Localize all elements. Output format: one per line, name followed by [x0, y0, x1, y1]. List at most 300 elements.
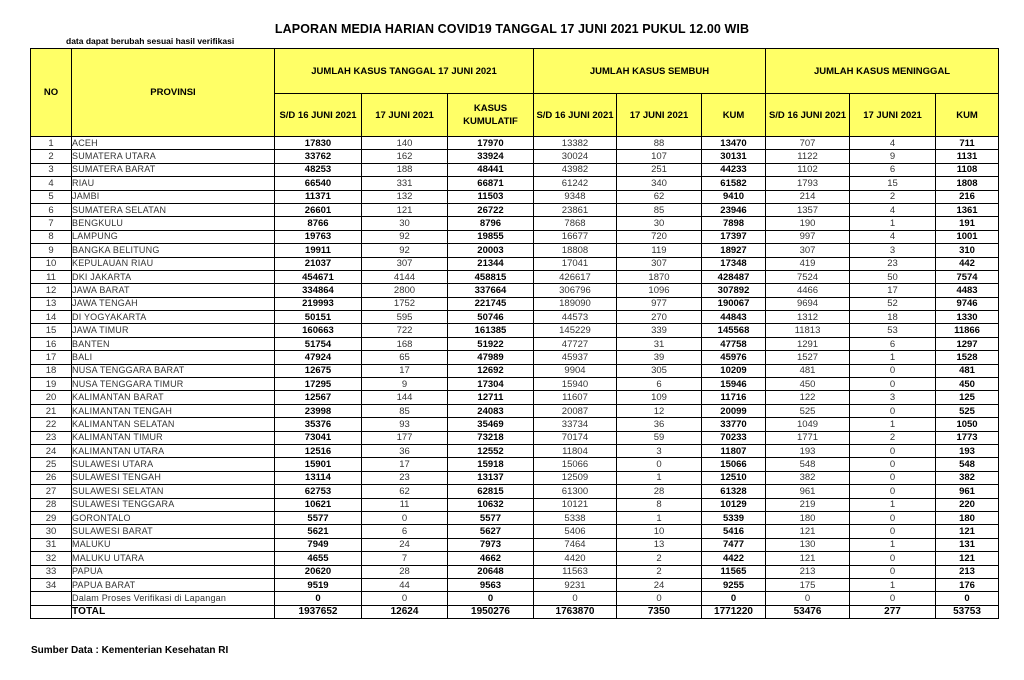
cell-sembuh-sd: 1763870	[534, 605, 617, 618]
cell-sembuh-kum: 17397	[702, 230, 766, 243]
cell-meninggal-kum: 180	[936, 511, 999, 524]
cell-kasus-today: 6	[362, 525, 448, 538]
table-row	[31, 578, 999, 591]
cell-meninggal-today: 3	[850, 244, 936, 257]
row-no	[31, 592, 72, 605]
cell-meninggal-today: 9	[850, 150, 936, 163]
row-no: 12	[31, 284, 72, 297]
row-provinsi: TOTAL	[72, 605, 275, 618]
cell-meninggal-kum: 310	[936, 244, 999, 257]
cell-kasus-sd: 0	[275, 592, 362, 605]
row-no: 22	[31, 418, 72, 431]
cell-kasus-sd: 12675	[275, 364, 362, 377]
cell-kasus-kum: 12711	[448, 391, 534, 404]
row-no: 17	[31, 351, 72, 364]
cell-sembuh-sd: 15066	[534, 458, 617, 471]
cell-meninggal-sd: 1771	[766, 431, 850, 444]
table-row	[31, 391, 999, 404]
cell-sembuh-kum: 61328	[702, 485, 766, 498]
cell-kasus-sd: 23998	[275, 404, 362, 417]
cell-meninggal-kum: 11866	[936, 324, 999, 337]
row-no: 33	[31, 565, 72, 578]
cell-kasus-kum: 66871	[448, 177, 534, 190]
table-row	[31, 378, 999, 391]
cell-sembuh-today: 720	[617, 230, 702, 243]
row-provinsi: Dalam Proses Verifikasi di Lapangan	[72, 592, 275, 605]
cell-kasus-kum: 337664	[448, 284, 534, 297]
cell-meninggal-today: 2	[850, 190, 936, 203]
cell-meninggal-kum: 1297	[936, 337, 999, 350]
cell-meninggal-today: 3	[850, 391, 936, 404]
cell-meninggal-sd: 193	[766, 444, 850, 457]
cell-kasus-today: 65	[362, 351, 448, 364]
cell-kasus-kum: 48441	[448, 163, 534, 176]
table-row	[31, 471, 999, 484]
cell-meninggal-kum: 176	[936, 578, 999, 591]
cell-meninggal-today: 6	[850, 337, 936, 350]
verification-note: data dapat berubah sesuai hasil verifikasi	[66, 36, 235, 46]
cell-meninggal-today: 1	[850, 351, 936, 364]
table-row	[31, 257, 999, 270]
cell-kasus-kum: 1950276	[448, 605, 534, 618]
row-provinsi: LAMPUNG	[72, 230, 275, 243]
cell-sembuh-kum: 145568	[702, 324, 766, 337]
row-no: 27	[31, 485, 72, 498]
cell-meninggal-today: 0	[850, 511, 936, 524]
cell-kasus-sd: 48253	[275, 163, 362, 176]
cell-kasus-today: 162	[362, 150, 448, 163]
cell-kasus-kum: 13137	[448, 471, 534, 484]
cell-kasus-kum: 12692	[448, 364, 534, 377]
cell-kasus-today: 85	[362, 404, 448, 417]
cell-sembuh-sd: 18808	[534, 244, 617, 257]
cell-kasus-sd: 15901	[275, 458, 362, 471]
cell-meninggal-sd: 382	[766, 471, 850, 484]
row-provinsi: BENGKULU	[72, 217, 275, 230]
row-no: 31	[31, 538, 72, 551]
table-row	[31, 203, 999, 216]
cell-kasus-sd: 219993	[275, 297, 362, 310]
cell-meninggal-today: 1	[850, 498, 936, 511]
row-no: 6	[31, 203, 72, 216]
cell-meninggal-today: 0	[850, 404, 936, 417]
row-provinsi: JAWA TIMUR	[72, 324, 275, 337]
row-no: 21	[31, 404, 72, 417]
cell-sembuh-today: 977	[617, 297, 702, 310]
cell-meninggal-sd: 525	[766, 404, 850, 417]
cell-meninggal-kum: 1528	[936, 351, 999, 364]
cell-kasus-today: 23	[362, 471, 448, 484]
row-provinsi: KALIMANTAN TIMUR	[72, 431, 275, 444]
cell-kasus-today: 168	[362, 337, 448, 350]
cell-kasus-kum: 33924	[448, 150, 534, 163]
total-row	[31, 605, 999, 618]
row-no: 25	[31, 458, 72, 471]
cell-meninggal-sd: 1122	[766, 150, 850, 163]
cell-meninggal-sd: 0	[766, 592, 850, 605]
cell-meninggal-kum: 382	[936, 471, 999, 484]
cell-sembuh-kum: 307892	[702, 284, 766, 297]
cell-meninggal-sd: 11813	[766, 324, 850, 337]
table-row	[31, 538, 999, 551]
row-no: 30	[31, 525, 72, 538]
cell-kasus-kum: 21344	[448, 257, 534, 270]
table-row	[31, 230, 999, 243]
cell-sembuh-sd: 61300	[534, 485, 617, 498]
cell-meninggal-sd: 707	[766, 137, 850, 150]
table-row	[31, 177, 999, 190]
row-no: 28	[31, 498, 72, 511]
cell-meninggal-sd: 450	[766, 378, 850, 391]
cell-meninggal-sd: 190	[766, 217, 850, 230]
table-row	[31, 485, 999, 498]
cell-kasus-sd: 17830	[275, 137, 362, 150]
row-no: 15	[31, 324, 72, 337]
source-footer: Sumber Data : Kementerian Kesehatan RI	[31, 645, 229, 656]
row-provinsi: NUSA TENGGARA TIMUR	[72, 378, 275, 391]
cell-sembuh-today: 28	[617, 485, 702, 498]
cell-kasus-today: 93	[362, 418, 448, 431]
cell-kasus-sd: 62753	[275, 485, 362, 498]
cell-kasus-sd: 10621	[275, 498, 362, 511]
row-no: 10	[31, 257, 72, 270]
cell-sembuh-today: 85	[617, 203, 702, 216]
cell-sembuh-sd: 5338	[534, 511, 617, 524]
cell-meninggal-sd: 1357	[766, 203, 850, 216]
table-row	[31, 337, 999, 350]
table-row	[31, 431, 999, 444]
row-no: 18	[31, 364, 72, 377]
cell-sembuh-kum: 17348	[702, 257, 766, 270]
row-provinsi: SULAWESI UTARA	[72, 458, 275, 471]
cell-sembuh-kum: 44843	[702, 311, 766, 324]
cell-kasus-sd: 9519	[275, 578, 362, 591]
cell-sembuh-kum: 4422	[702, 552, 766, 565]
header-meninggal-sd: S/D 16 JUNI 2021	[766, 94, 850, 137]
cell-sembuh-sd: 306796	[534, 284, 617, 297]
table-row	[31, 137, 999, 150]
row-provinsi: DKI JAKARTA	[72, 270, 275, 283]
cell-meninggal-today: 4	[850, 137, 936, 150]
table-row	[31, 311, 999, 324]
cell-meninggal-sd: 1049	[766, 418, 850, 431]
table-row	[31, 444, 999, 457]
cell-sembuh-sd: 0	[534, 592, 617, 605]
cell-sembuh-today: 0	[617, 592, 702, 605]
cell-kasus-today: 4144	[362, 270, 448, 283]
cell-kasus-sd: 12567	[275, 391, 362, 404]
cell-meninggal-today: 53	[850, 324, 936, 337]
cell-sembuh-today: 6	[617, 378, 702, 391]
cell-meninggal-sd: 130	[766, 538, 850, 551]
table-body	[31, 137, 999, 619]
cell-kasus-today: 30	[362, 217, 448, 230]
cell-kasus-sd: 7949	[275, 538, 362, 551]
row-provinsi: PAPUA	[72, 565, 275, 578]
table-row	[31, 324, 999, 337]
row-no: 5	[31, 190, 72, 203]
cell-sembuh-sd: 9231	[534, 578, 617, 591]
cell-sembuh-today: 7350	[617, 605, 702, 618]
cell-meninggal-kum: 4483	[936, 284, 999, 297]
cell-meninggal-kum: 191	[936, 217, 999, 230]
cell-kasus-kum: 11503	[448, 190, 534, 203]
cell-kasus-sd: 50151	[275, 311, 362, 324]
cell-meninggal-today: 0	[850, 471, 936, 484]
cell-sembuh-kum: 10209	[702, 364, 766, 377]
cell-sembuh-kum: 61582	[702, 177, 766, 190]
table-row	[31, 525, 999, 538]
header-provinsi: PROVINSI	[72, 49, 275, 137]
cell-sembuh-kum: 5339	[702, 511, 766, 524]
cell-meninggal-today: 4	[850, 203, 936, 216]
row-provinsi: SULAWESI TENGGARA	[72, 498, 275, 511]
cell-kasus-kum: 73218	[448, 431, 534, 444]
cell-sembuh-today: 109	[617, 391, 702, 404]
cell-meninggal-sd: 307	[766, 244, 850, 257]
cell-sembuh-kum: 12510	[702, 471, 766, 484]
cell-meninggal-today: 2	[850, 431, 936, 444]
cell-meninggal-today: 52	[850, 297, 936, 310]
cell-kasus-sd: 5621	[275, 525, 362, 538]
cell-sembuh-sd: 13382	[534, 137, 617, 150]
cell-sembuh-sd: 7464	[534, 538, 617, 551]
cell-kasus-today: 1752	[362, 297, 448, 310]
header-sembuh-kum: KUM	[702, 94, 766, 137]
row-no: 16	[31, 337, 72, 350]
header-kasus-today: 17 JUNI 2021	[362, 94, 448, 137]
table-row	[31, 592, 999, 605]
cell-kasus-kum: 17970	[448, 137, 534, 150]
header-group-kasus: JUMLAH KASUS TANGGAL 17 JUNI 2021	[275, 49, 534, 94]
cell-sembuh-today: 270	[617, 311, 702, 324]
cell-kasus-today: 0	[362, 592, 448, 605]
cell-sembuh-kum: 45976	[702, 351, 766, 364]
header-sembuh-sd: S/D 16 JUNI 2021	[534, 94, 617, 137]
row-no: 13	[31, 297, 72, 310]
cell-kasus-kum: 51922	[448, 337, 534, 350]
cell-sembuh-sd: 30024	[534, 150, 617, 163]
cell-sembuh-kum: 70233	[702, 431, 766, 444]
cell-meninggal-today: 0	[850, 565, 936, 578]
cell-meninggal-kum: 193	[936, 444, 999, 457]
cell-meninggal-kum: 548	[936, 458, 999, 471]
cell-sembuh-today: 1	[617, 511, 702, 524]
cell-sembuh-today: 307	[617, 257, 702, 270]
cell-kasus-today: 92	[362, 230, 448, 243]
row-no: 14	[31, 311, 72, 324]
table-row	[31, 150, 999, 163]
cell-meninggal-today: 0	[850, 592, 936, 605]
cell-sembuh-sd: 33734	[534, 418, 617, 431]
cell-kasus-kum: 50746	[448, 311, 534, 324]
cell-kasus-kum: 20648	[448, 565, 534, 578]
cell-meninggal-sd: 1291	[766, 337, 850, 350]
cell-kasus-today: 307	[362, 257, 448, 270]
cell-meninggal-today: 0	[850, 552, 936, 565]
cell-sembuh-today: 107	[617, 150, 702, 163]
cell-sembuh-kum: 20099	[702, 404, 766, 417]
row-provinsi: SULAWESI SELATAN	[72, 485, 275, 498]
cell-kasus-sd: 51754	[275, 337, 362, 350]
cell-sembuh-today: 339	[617, 324, 702, 337]
row-provinsi: NUSA TENGGARA BARAT	[72, 364, 275, 377]
cell-meninggal-kum: 1773	[936, 431, 999, 444]
cell-meninggal-today: 0	[850, 458, 936, 471]
cell-meninggal-sd: 997	[766, 230, 850, 243]
cell-sembuh-today: 59	[617, 431, 702, 444]
cell-kasus-today: 2800	[362, 284, 448, 297]
cell-kasus-today: 177	[362, 431, 448, 444]
row-provinsi: KALIMANTAN TENGAH	[72, 404, 275, 417]
cell-meninggal-today: 23	[850, 257, 936, 270]
cell-sembuh-today: 24	[617, 578, 702, 591]
cell-kasus-kum: 221745	[448, 297, 534, 310]
cell-meninggal-sd: 175	[766, 578, 850, 591]
cell-sembuh-sd: 16677	[534, 230, 617, 243]
cell-meninggal-kum: 961	[936, 485, 999, 498]
cell-meninggal-sd: 481	[766, 364, 850, 377]
cell-sembuh-kum: 9410	[702, 190, 766, 203]
table-row	[31, 163, 999, 176]
cell-sembuh-sd: 15940	[534, 378, 617, 391]
row-provinsi: KEPULAUAN RIAU	[72, 257, 275, 270]
cell-sembuh-today: 88	[617, 137, 702, 150]
cell-kasus-kum: 9563	[448, 578, 534, 591]
cell-meninggal-today: 0	[850, 378, 936, 391]
row-no: 3	[31, 163, 72, 176]
cell-meninggal-today: 6	[850, 163, 936, 176]
table-row	[31, 284, 999, 297]
cell-sembuh-kum: 18927	[702, 244, 766, 257]
cell-kasus-sd: 454671	[275, 270, 362, 283]
cell-meninggal-kum: 1131	[936, 150, 999, 163]
cell-sembuh-sd: 9348	[534, 190, 617, 203]
cell-meninggal-kum: 1001	[936, 230, 999, 243]
cell-sembuh-kum: 11565	[702, 565, 766, 578]
cell-sembuh-sd: 7868	[534, 217, 617, 230]
cell-sembuh-today: 2	[617, 552, 702, 565]
cell-kasus-kum: 47989	[448, 351, 534, 364]
table-row	[31, 552, 999, 565]
cell-meninggal-kum: 131	[936, 538, 999, 551]
cell-meninggal-kum: 1330	[936, 311, 999, 324]
cell-kasus-today: 17	[362, 364, 448, 377]
cell-meninggal-sd: 4466	[766, 284, 850, 297]
cell-sembuh-today: 12	[617, 404, 702, 417]
cell-sembuh-sd: 20087	[534, 404, 617, 417]
cell-meninggal-sd: 9694	[766, 297, 850, 310]
row-no	[31, 605, 72, 618]
cell-kasus-sd: 66540	[275, 177, 362, 190]
cell-kasus-sd: 21037	[275, 257, 362, 270]
header-group-meninggal: JUMLAH KASUS MENINGGAL	[766, 49, 999, 94]
cell-kasus-sd: 33762	[275, 150, 362, 163]
cell-kasus-kum: 0	[448, 592, 534, 605]
cell-sembuh-kum: 15946	[702, 378, 766, 391]
row-provinsi: GORONTALO	[72, 511, 275, 524]
cell-kasus-sd: 8766	[275, 217, 362, 230]
cell-sembuh-kum: 11807	[702, 444, 766, 457]
row-no: 1	[31, 137, 72, 150]
cell-kasus-sd: 73041	[275, 431, 362, 444]
table-row	[31, 565, 999, 578]
cell-meninggal-sd: 1793	[766, 177, 850, 190]
cell-meninggal-today: 17	[850, 284, 936, 297]
cell-kasus-today: 121	[362, 203, 448, 216]
cell-sembuh-kum: 9255	[702, 578, 766, 591]
row-provinsi: PAPUA BARAT	[72, 578, 275, 591]
cell-meninggal-kum: 1050	[936, 418, 999, 431]
cell-kasus-today: 722	[362, 324, 448, 337]
cell-meninggal-sd: 180	[766, 511, 850, 524]
table-row	[31, 364, 999, 377]
row-no: 29	[31, 511, 72, 524]
cell-meninggal-kum: 216	[936, 190, 999, 203]
cell-kasus-kum: 161385	[448, 324, 534, 337]
cell-kasus-today: 92	[362, 244, 448, 257]
cell-kasus-sd: 11371	[275, 190, 362, 203]
cell-kasus-kum: 26722	[448, 203, 534, 216]
row-no: 20	[31, 391, 72, 404]
row-provinsi: MALUKU	[72, 538, 275, 551]
cell-kasus-kum: 17304	[448, 378, 534, 391]
cell-kasus-kum: 24083	[448, 404, 534, 417]
cell-sembuh-kum: 5416	[702, 525, 766, 538]
cell-kasus-kum: 20003	[448, 244, 534, 257]
cell-sembuh-sd: 4420	[534, 552, 617, 565]
cell-sembuh-kum: 33770	[702, 418, 766, 431]
cell-meninggal-kum: 220	[936, 498, 999, 511]
cell-sembuh-today: 119	[617, 244, 702, 257]
cell-kasus-today: 595	[362, 311, 448, 324]
cell-meninggal-today: 15	[850, 177, 936, 190]
cell-kasus-sd: 160663	[275, 324, 362, 337]
cell-meninggal-today: 1	[850, 578, 936, 591]
row-provinsi: SULAWESI BARAT	[72, 525, 275, 538]
cell-sembuh-today: 340	[617, 177, 702, 190]
cell-meninggal-sd: 219	[766, 498, 850, 511]
row-no: 8	[31, 230, 72, 243]
cell-sembuh-sd: 61242	[534, 177, 617, 190]
cell-meninggal-kum: 7574	[936, 270, 999, 283]
cell-kasus-kum: 458815	[448, 270, 534, 283]
row-provinsi: SUMATERA SELATAN	[72, 203, 275, 216]
cell-sembuh-sd: 11563	[534, 565, 617, 578]
cell-kasus-kum: 5577	[448, 511, 534, 524]
row-provinsi: BANTEN	[72, 337, 275, 350]
cell-meninggal-kum: 1808	[936, 177, 999, 190]
cell-meninggal-sd: 1527	[766, 351, 850, 364]
cell-meninggal-today: 277	[850, 605, 936, 618]
cell-meninggal-kum: 53753	[936, 605, 999, 618]
cell-sembuh-sd: 70174	[534, 431, 617, 444]
cell-sembuh-sd: 5406	[534, 525, 617, 538]
cell-sembuh-kum: 23946	[702, 203, 766, 216]
cell-sembuh-today: 3	[617, 444, 702, 457]
cell-sembuh-sd: 23861	[534, 203, 617, 216]
cell-sembuh-today: 1	[617, 471, 702, 484]
table-row	[31, 270, 999, 283]
cell-meninggal-sd: 1312	[766, 311, 850, 324]
covid-report-table	[30, 48, 999, 619]
cell-sembuh-sd: 45937	[534, 351, 617, 364]
row-no: 26	[31, 471, 72, 484]
row-no: 7	[31, 217, 72, 230]
cell-meninggal-kum: 213	[936, 565, 999, 578]
cell-sembuh-sd: 10121	[534, 498, 617, 511]
cell-sembuh-today: 1870	[617, 270, 702, 283]
